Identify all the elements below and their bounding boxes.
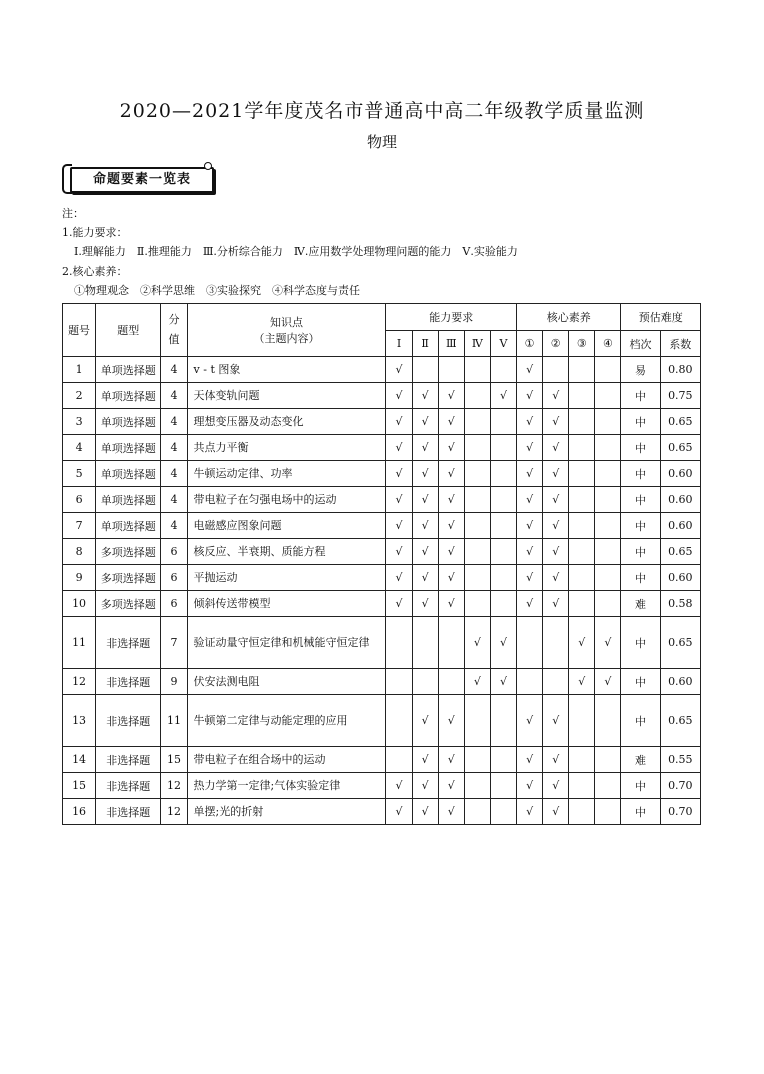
literacy-check-mark: √ <box>543 695 569 747</box>
row-number: 6 <box>63 487 96 513</box>
literacy-check-mark: √ <box>517 695 543 747</box>
ability-check-mark <box>490 461 516 487</box>
row-coef: 0.60 <box>660 487 700 513</box>
table-row <box>63 461 701 487</box>
ability-check-mark <box>490 695 516 747</box>
header-literacy-col: ③ <box>569 331 595 357</box>
row-number: 8 <box>63 539 96 565</box>
literacy-check-mark: √ <box>517 773 543 799</box>
literacy-check-mark: √ <box>517 487 543 513</box>
table-row <box>63 747 701 773</box>
literacy-check-mark: √ <box>595 669 621 695</box>
ability-check-mark: √ <box>438 695 464 747</box>
ability-check-mark <box>464 695 490 747</box>
literacy-items: ①物理观念 ②科学思维 ③实验探究 ④科学态度与责任 <box>74 284 360 297</box>
ability-check-mark: √ <box>412 565 438 591</box>
ability-check-mark: √ <box>412 409 438 435</box>
row-number: 9 <box>63 565 96 591</box>
row-knowledge-point: 带电粒子在组合场中的运动 <box>187 747 386 773</box>
literacy-check-mark <box>595 357 621 383</box>
literacy-check-mark <box>595 747 621 773</box>
ability-check-mark: √ <box>438 747 464 773</box>
ability-check-mark: √ <box>438 435 464 461</box>
row-type: 非选择题 <box>96 695 161 747</box>
row-level: 难 <box>621 591 660 617</box>
row-knowledge-point: 伏安法测电阻 <box>187 669 386 695</box>
banner-label: 命题要素一览表 <box>70 167 214 193</box>
ability-check-mark: √ <box>438 773 464 799</box>
literacy-check-mark: √ <box>543 513 569 539</box>
row-coef: 0.60 <box>660 461 700 487</box>
ability-check-mark: √ <box>412 799 438 825</box>
row-number: 7 <box>63 513 96 539</box>
ability-check-mark: √ <box>412 435 438 461</box>
table-row <box>63 591 701 617</box>
literacy-check-mark <box>569 539 595 565</box>
row-level: 中 <box>621 773 660 799</box>
literacy-check-mark: √ <box>543 383 569 409</box>
header-ability: 能力要求 <box>386 304 517 331</box>
literacy-check-mark <box>517 669 543 695</box>
ability-check-mark: √ <box>386 461 412 487</box>
header-knowledge <box>187 304 386 357</box>
row-number: 10 <box>63 591 96 617</box>
row-knowledge-point: 理想变压器及动态变化 <box>187 409 386 435</box>
ability-check-mark: √ <box>438 539 464 565</box>
ability-check-mark: √ <box>386 383 412 409</box>
ability-check-mark <box>490 409 516 435</box>
literacy-check-mark <box>569 487 595 513</box>
literacy-check-mark <box>595 539 621 565</box>
literacy-check-mark <box>595 487 621 513</box>
row-score: 4 <box>161 513 187 539</box>
ability-check-mark <box>490 747 516 773</box>
table-row <box>63 383 701 409</box>
ability-check-mark <box>464 435 490 461</box>
literacy-check-mark: √ <box>517 357 543 383</box>
literacy-check-mark: √ <box>595 617 621 669</box>
ability-items: Ⅰ.理解能力 Ⅱ.推理能力 Ⅲ.分析综合能力 Ⅳ.应用数学处理物理问题的能力 Ⅴ.实验能力 <box>74 245 518 258</box>
literacy-check-mark <box>569 435 595 461</box>
ability-check-mark <box>464 461 490 487</box>
table-row <box>63 513 701 539</box>
subject-title: 物理 <box>366 133 397 151</box>
row-type: 单项选择题 <box>96 383 161 409</box>
row-type: 非选择题 <box>96 799 161 825</box>
literacy-check-mark <box>543 669 569 695</box>
header-ability-col: Ⅲ <box>438 331 464 357</box>
ability-check-mark <box>412 669 438 695</box>
header-type: 题型 <box>96 304 161 357</box>
row-knowledge-point: 天体变轨问题 <box>187 383 386 409</box>
ability-check-mark: √ <box>386 409 412 435</box>
ability-check-mark: √ <box>412 591 438 617</box>
table-row <box>63 799 701 825</box>
row-type: 非选择题 <box>96 747 161 773</box>
row-score: 12 <box>161 799 187 825</box>
ability-check-mark <box>490 539 516 565</box>
literacy-check-mark <box>595 695 621 747</box>
table-row <box>63 409 701 435</box>
ability-check-mark: √ <box>438 591 464 617</box>
row-type: 多项选择题 <box>96 565 161 591</box>
literacy-check-mark: √ <box>543 591 569 617</box>
row-number: 1 <box>63 357 96 383</box>
row-score: 12 <box>161 773 187 799</box>
ability-check-mark: √ <box>386 357 412 383</box>
row-score: 6 <box>161 565 187 591</box>
ability-check-mark: √ <box>412 773 438 799</box>
ability-check-mark: √ <box>386 773 412 799</box>
literacy-check-mark <box>569 461 595 487</box>
ability-check-mark <box>386 617 412 669</box>
ability-check-mark <box>490 773 516 799</box>
ability-check-mark <box>464 799 490 825</box>
ability-check-mark <box>464 539 490 565</box>
row-type: 多项选择题 <box>96 539 161 565</box>
row-score: 4 <box>161 487 187 513</box>
header-ability-col: Ⅰ <box>386 331 412 357</box>
row-level: 中 <box>621 695 660 747</box>
ability-check-mark <box>464 383 490 409</box>
ability-check-mark <box>438 617 464 669</box>
row-type: 单项选择题 <box>96 461 161 487</box>
row-score: 6 <box>161 539 187 565</box>
row-level: 中 <box>621 539 660 565</box>
row-level: 中 <box>621 617 660 669</box>
row-level: 难 <box>621 747 660 773</box>
ability-check-mark <box>464 409 490 435</box>
row-number: 13 <box>63 695 96 747</box>
literacy-check-mark: √ <box>543 435 569 461</box>
row-score: 7 <box>161 617 187 669</box>
header-level: 档次 <box>621 331 660 357</box>
row-knowledge-point: 倾斜传送带模型 <box>187 591 386 617</box>
literacy-check-mark: √ <box>517 565 543 591</box>
ability-check-mark: √ <box>490 669 516 695</box>
row-knowledge-point: 热力学第一定律;气体实验定律 <box>187 773 386 799</box>
row-knowledge-point: 牛顿第二定律与动能定理的应用 <box>187 695 386 747</box>
ability-check-mark <box>490 487 516 513</box>
ability-label: 1.能力要求： <box>62 226 128 239</box>
row-score: 9 <box>161 669 187 695</box>
ability-check-mark: √ <box>490 617 516 669</box>
row-knowledge-point: 核反应、半衰期、质能方程 <box>187 539 386 565</box>
row-score: 4 <box>161 435 187 461</box>
literacy-check-mark: √ <box>517 383 543 409</box>
literacy-check-mark <box>569 799 595 825</box>
specification-table <box>62 303 701 825</box>
row-number: 11 <box>63 617 96 669</box>
literacy-check-mark: √ <box>517 799 543 825</box>
ability-check-mark <box>464 565 490 591</box>
table-row <box>63 565 701 591</box>
ability-check-mark: √ <box>386 435 412 461</box>
row-score: 4 <box>161 383 187 409</box>
literacy-check-mark: √ <box>543 487 569 513</box>
table-row <box>63 617 701 669</box>
literacy-check-mark: √ <box>543 409 569 435</box>
ability-check-mark <box>386 747 412 773</box>
ability-check-mark: √ <box>438 513 464 539</box>
row-type: 单项选择题 <box>96 409 161 435</box>
ability-check-mark <box>490 357 516 383</box>
row-coef: 0.60 <box>660 565 700 591</box>
row-score: 4 <box>161 461 187 487</box>
row-coef: 0.60 <box>660 513 700 539</box>
literacy-label: 2.核心素养： <box>62 265 128 278</box>
ability-check-mark <box>464 513 490 539</box>
literacy-check-mark: √ <box>543 565 569 591</box>
row-type: 非选择题 <box>96 669 161 695</box>
ability-check-mark <box>464 747 490 773</box>
ability-check-mark: √ <box>412 461 438 487</box>
literacy-check-mark <box>595 461 621 487</box>
ability-check-mark: √ <box>386 487 412 513</box>
ability-check-mark: √ <box>438 565 464 591</box>
literacy-check-mark <box>517 617 543 669</box>
ability-check-mark: √ <box>464 669 490 695</box>
ability-check-mark <box>490 513 516 539</box>
ability-check-mark: √ <box>386 591 412 617</box>
row-number: 5 <box>63 461 96 487</box>
table-row <box>63 669 701 695</box>
row-number: 16 <box>63 799 96 825</box>
literacy-check-mark: √ <box>517 409 543 435</box>
row-number: 3 <box>63 409 96 435</box>
row-type: 多项选择题 <box>96 591 161 617</box>
table-row <box>63 539 701 565</box>
ability-check-mark: √ <box>412 383 438 409</box>
ability-check-mark <box>438 357 464 383</box>
literacy-check-mark <box>595 383 621 409</box>
ability-check-mark: √ <box>386 799 412 825</box>
literacy-check-mark: √ <box>543 461 569 487</box>
row-level: 中 <box>621 435 660 461</box>
ability-check-mark: √ <box>412 695 438 747</box>
ability-check-mark <box>464 487 490 513</box>
ability-check-mark <box>386 669 412 695</box>
ability-check-mark <box>490 591 516 617</box>
section-banner <box>62 162 214 192</box>
row-level: 中 <box>621 799 660 825</box>
row-coef: 0.65 <box>660 695 700 747</box>
table-body <box>63 357 701 825</box>
ability-check-mark: √ <box>490 383 516 409</box>
ability-check-mark: √ <box>464 617 490 669</box>
ability-check-mark: √ <box>438 799 464 825</box>
row-knowledge-point: 单摆;光的折射 <box>187 799 386 825</box>
table-row <box>63 695 701 747</box>
row-type: 非选择题 <box>96 617 161 669</box>
literacy-check-mark: √ <box>543 747 569 773</box>
row-coef: 0.80 <box>660 357 700 383</box>
row-knowledge-point: 带电粒子在匀强电场中的运动 <box>187 487 386 513</box>
ability-check-mark: √ <box>386 565 412 591</box>
row-score: 11 <box>161 695 187 747</box>
header-literacy-col: ① <box>517 331 543 357</box>
note-label: 注： <box>62 207 84 220</box>
literacy-check-mark <box>569 357 595 383</box>
row-level: 中 <box>621 513 660 539</box>
row-coef: 0.55 <box>660 747 700 773</box>
row-number: 2 <box>63 383 96 409</box>
literacy-check-mark <box>595 435 621 461</box>
header-difficulty: 预估难度 <box>621 304 701 331</box>
header-ability-col: Ⅱ <box>412 331 438 357</box>
row-coef: 0.75 <box>660 383 700 409</box>
document-title: 2020—2021学年度茂名市普通高中高二年级教学质量监测 <box>119 100 645 122</box>
ability-check-mark: √ <box>438 409 464 435</box>
ability-check-mark <box>386 695 412 747</box>
ability-check-mark <box>464 591 490 617</box>
literacy-check-mark <box>595 565 621 591</box>
literacy-check-mark <box>569 383 595 409</box>
literacy-check-mark <box>543 357 569 383</box>
row-knowledge-point: 共点力平衡 <box>187 435 386 461</box>
literacy-check-mark <box>595 773 621 799</box>
literacy-check-mark <box>543 617 569 669</box>
header-knowledge-line1: 知识点 <box>270 316 303 329</box>
ability-check-mark: √ <box>412 487 438 513</box>
ability-check-mark: √ <box>438 383 464 409</box>
row-type: 单项选择题 <box>96 487 161 513</box>
header-literacy-col: ② <box>543 331 569 357</box>
literacy-check-mark: √ <box>517 539 543 565</box>
ability-check-mark <box>412 617 438 669</box>
row-type: 非选择题 <box>96 773 161 799</box>
row-coef: 0.60 <box>660 669 700 695</box>
header-ability-col: Ⅳ <box>464 331 490 357</box>
row-type: 单项选择题 <box>96 435 161 461</box>
literacy-check-mark <box>569 513 595 539</box>
literacy-check-mark: √ <box>517 747 543 773</box>
header-knowledge-line2: （主题内容） <box>253 332 320 345</box>
row-coef: 0.70 <box>660 799 700 825</box>
row-number: 12 <box>63 669 96 695</box>
table-row <box>63 357 701 383</box>
literacy-check-mark <box>569 695 595 747</box>
row-level: 中 <box>621 565 660 591</box>
row-knowledge-point: 验证动量守恒定律和机械能守恒定律 <box>187 617 386 669</box>
table-row <box>63 773 701 799</box>
ability-check-mark <box>490 799 516 825</box>
ability-check-mark: √ <box>412 747 438 773</box>
literacy-check-mark <box>595 513 621 539</box>
ability-check-mark: √ <box>386 513 412 539</box>
header-coef: 系数 <box>660 331 700 357</box>
literacy-check-mark: √ <box>543 799 569 825</box>
row-number: 4 <box>63 435 96 461</box>
literacy-check-mark: √ <box>517 461 543 487</box>
literacy-check-mark <box>569 409 595 435</box>
table-row <box>63 435 701 461</box>
row-score: 4 <box>161 409 187 435</box>
literacy-check-mark <box>569 565 595 591</box>
ability-check-mark: √ <box>412 513 438 539</box>
row-score: 15 <box>161 747 187 773</box>
ability-check-mark <box>490 435 516 461</box>
row-level: 易 <box>621 357 660 383</box>
header-literacy-col: ④ <box>595 331 621 357</box>
literacy-check-mark: √ <box>569 617 595 669</box>
literacy-check-mark <box>569 773 595 799</box>
literacy-check-mark <box>595 591 621 617</box>
ability-check-mark: √ <box>438 487 464 513</box>
row-level: 中 <box>621 409 660 435</box>
row-score: 6 <box>161 591 187 617</box>
row-coef: 0.65 <box>660 539 700 565</box>
row-level: 中 <box>621 461 660 487</box>
ability-check-mark: √ <box>438 461 464 487</box>
row-knowledge-point: 电磁感应图象问题 <box>187 513 386 539</box>
ability-check-mark <box>464 357 490 383</box>
row-coef: 0.70 <box>660 773 700 799</box>
literacy-check-mark: √ <box>569 669 595 695</box>
literacy-check-mark: √ <box>517 435 543 461</box>
row-knowledge-point: v - t 图象 <box>187 357 386 383</box>
header-literacy: 核心素养 <box>517 304 621 331</box>
row-level: 中 <box>621 487 660 513</box>
ability-check-mark: √ <box>412 539 438 565</box>
row-coef: 0.65 <box>660 435 700 461</box>
scroll-dot-icon <box>204 162 212 170</box>
literacy-check-mark: √ <box>517 591 543 617</box>
ability-check-mark <box>438 669 464 695</box>
header-number: 题号 <box>63 304 96 357</box>
row-number: 14 <box>63 747 96 773</box>
literacy-check-mark: √ <box>543 773 569 799</box>
ability-check-mark: √ <box>386 539 412 565</box>
header-ability-col: Ⅴ <box>490 331 516 357</box>
literacy-check-mark: √ <box>543 539 569 565</box>
row-level: 中 <box>621 669 660 695</box>
row-type: 单项选择题 <box>96 357 161 383</box>
ability-check-mark <box>490 565 516 591</box>
row-number: 15 <box>63 773 96 799</box>
ability-check-mark <box>412 357 438 383</box>
row-type: 单项选择题 <box>96 513 161 539</box>
table-row <box>63 487 701 513</box>
literacy-check-mark <box>569 747 595 773</box>
row-coef: 0.65 <box>660 409 700 435</box>
literacy-check-mark <box>569 591 595 617</box>
ability-check-mark <box>464 773 490 799</box>
row-coef: 0.58 <box>660 591 700 617</box>
header-score: 分值 <box>161 304 187 357</box>
row-coef: 0.65 <box>660 617 700 669</box>
row-knowledge-point: 牛顿运动定律、功率 <box>187 461 386 487</box>
row-score: 4 <box>161 357 187 383</box>
literacy-check-mark: √ <box>517 513 543 539</box>
row-knowledge-point: 平抛运动 <box>187 565 386 591</box>
literacy-check-mark <box>595 409 621 435</box>
row-level: 中 <box>621 383 660 409</box>
literacy-check-mark <box>595 799 621 825</box>
